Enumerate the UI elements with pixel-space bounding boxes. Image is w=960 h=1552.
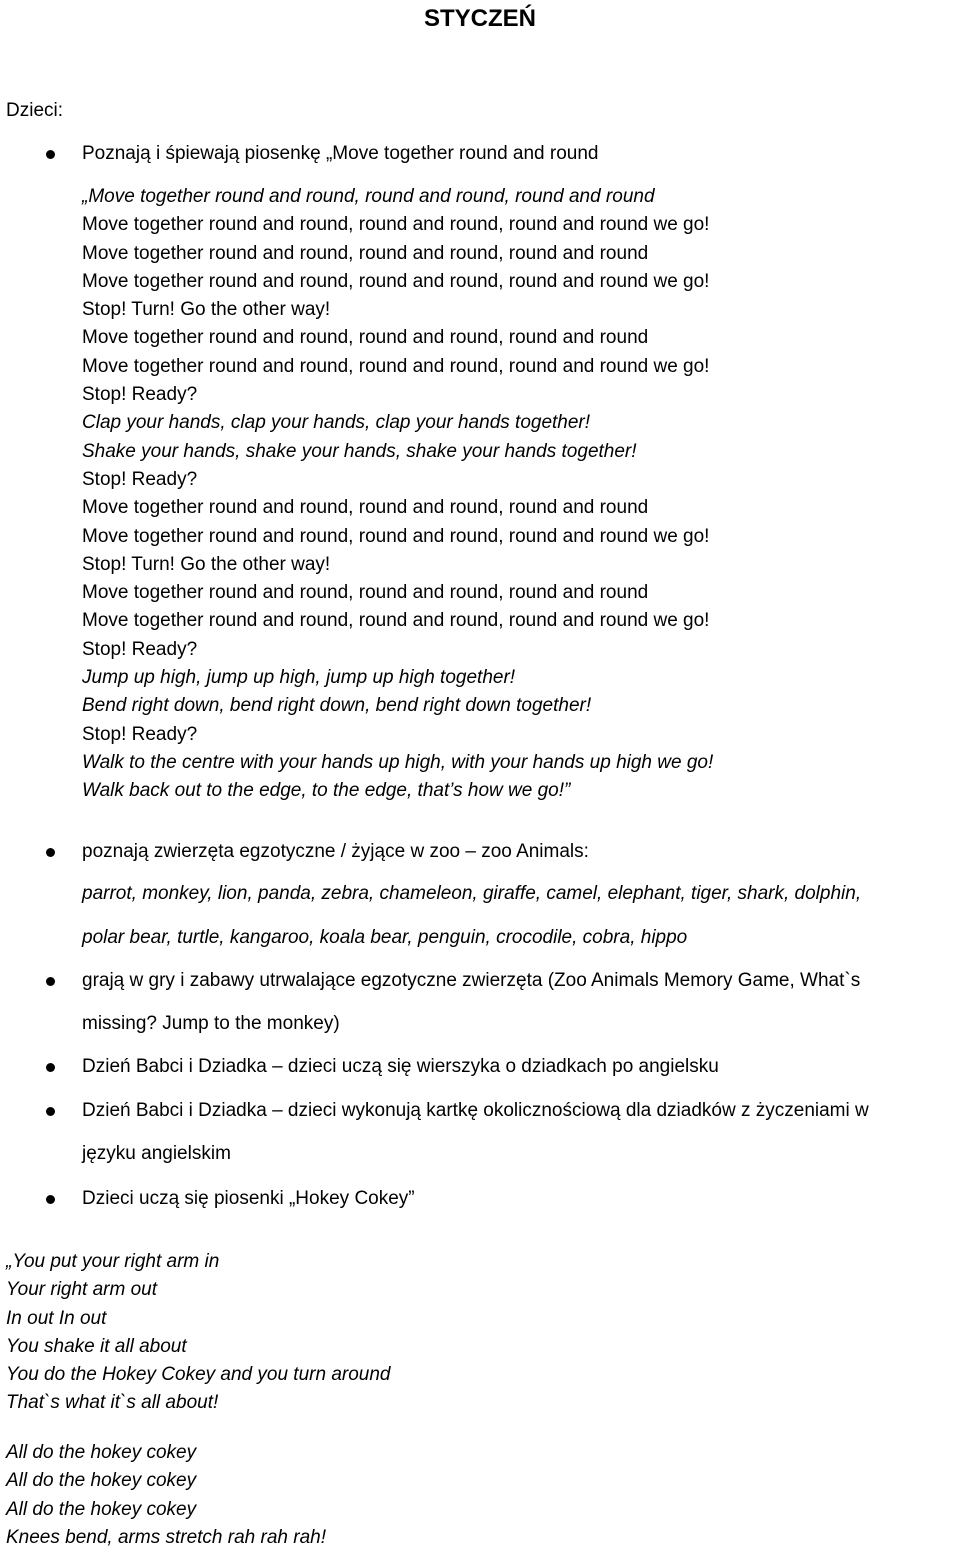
- bullet-marker: [46, 1107, 55, 1116]
- lyric-line: Move together round and round, round and round, round and round: [82, 497, 649, 519]
- lyric-line: Stop! Turn! Go the other way!: [82, 299, 331, 321]
- intro-label: Dzieci:: [6, 100, 64, 121]
- lyric-line: Stop! Turn! Go the other way!: [82, 553, 331, 575]
- lyric-line: Move together round and round, round and round, round and round we go!: [82, 525, 710, 547]
- lyric-line: Stop! Ready?: [82, 468, 198, 490]
- lyric-line: Jump up high, jump up high, jump up high together!: [82, 667, 516, 689]
- lyric-line: Bend right down, bend right down, bend right down together!: [82, 695, 592, 717]
- lyric-line: „Move together round and round, round and round, round and round: [82, 186, 655, 207]
- bullet-text: Dzieci uczą się piosenki „Hokey Cokey”: [82, 1188, 415, 1209]
- lyric-line: All do the hokey cokey: [6, 1470, 197, 1492]
- bullet-text: grają w gry i zabawy utrwalające egzotyczne zwierzęta (Zoo Animals Memory Game, What`s: [82, 970, 861, 991]
- lyric-line: Knees bend, arms stretch rah rah rah!: [6, 1526, 326, 1548]
- lyric-line: Move together round and round, round and round, round and round we go!: [82, 355, 710, 377]
- lyric-line: All do the hokey cokey: [6, 1442, 197, 1463]
- lyric-line: Move together round and round, round and round, round and round: [82, 327, 649, 349]
- animal-vocabulary: [82, 872, 861, 959]
- song-lyrics-move-together: [82, 183, 713, 806]
- bullet-text-continued: missing? Jump to the monkey): [82, 1013, 340, 1034]
- lyric-line: Your right arm out: [6, 1279, 158, 1301]
- lyric-line: Walk back out to the edge, to the edge, that’s how we go!”: [82, 780, 571, 802]
- bullet-text: Poznają i śpiewają piosenkę „Move together round and round: [82, 143, 599, 164]
- lyric-line: Walk to the centre with your hands up high, with your hands up high we go!: [82, 751, 714, 773]
- vocabulary-line: parrot, monkey, lion, panda, zebra, chameleon, giraffe, camel, elephant, tiger, shark, dolphin,: [82, 883, 862, 904]
- lyric-line: Move together round and round, round and round, round and round we go!: [82, 270, 710, 292]
- lyric-line: You shake it all about: [6, 1335, 187, 1357]
- bullet-marker: [46, 977, 55, 986]
- lyric-line: Stop! Ready?: [82, 638, 198, 660]
- lyric-line: In out In out: [6, 1307, 107, 1329]
- lyric-line: „You put your right arm in: [6, 1251, 220, 1272]
- lyric-line: Stop! Ready?: [82, 384, 198, 406]
- lyric-line: Move together round and round, round and round, round and round we go!: [82, 610, 710, 632]
- bullet-marker: [46, 150, 55, 159]
- bullet-text: Dzień Babci i Dziadka – dzieci wykonują kartkę okolicznościową dla dziadków z życzeniami w: [82, 1100, 869, 1121]
- bullet-text: Dzień Babci i Dziadka – dzieci uczą się wierszyka o dziadkach po angielsku: [82, 1056, 719, 1077]
- lyric-line: You do the Hokey Cokey and you turn around: [6, 1364, 391, 1386]
- lyric-line: All do the hokey cokey: [6, 1498, 197, 1520]
- hokey-cokey-verse: [6, 1248, 390, 1418]
- vocabulary-line: polar bear, turtle, kangaroo, koala bear, penguin, crocodile, cobra, hippo: [82, 926, 688, 948]
- lyric-line: Clap your hands, clap your hands, clap your hands together!: [82, 412, 591, 434]
- hokey-cokey-chorus: [6, 1439, 326, 1552]
- bullet-text: poznają zwierzęta egzotyczne / żyjące w zoo – zoo Animals:: [82, 841, 589, 862]
- page-title: STYCZEŃ: [423, 5, 536, 32]
- lyric-line: That`s what it`s all about!: [6, 1392, 219, 1414]
- lyric-line: Stop! Ready?: [82, 723, 198, 745]
- bullet-marker: [46, 1195, 55, 1204]
- lyric-line: Move together round and round, round and round, round and round we go!: [82, 214, 710, 236]
- bullet-marker: [46, 1063, 55, 1072]
- bullet-marker: [46, 848, 55, 857]
- bullet-text-continued: języku angielskim: [82, 1143, 231, 1164]
- lyric-line: Shake your hands, shake your hands, shake your hands together!: [82, 440, 637, 462]
- lyric-line: Move together round and round, round and round, round and round: [82, 242, 649, 264]
- lyric-line: Move together round and round, round and round, round and round: [82, 582, 649, 604]
